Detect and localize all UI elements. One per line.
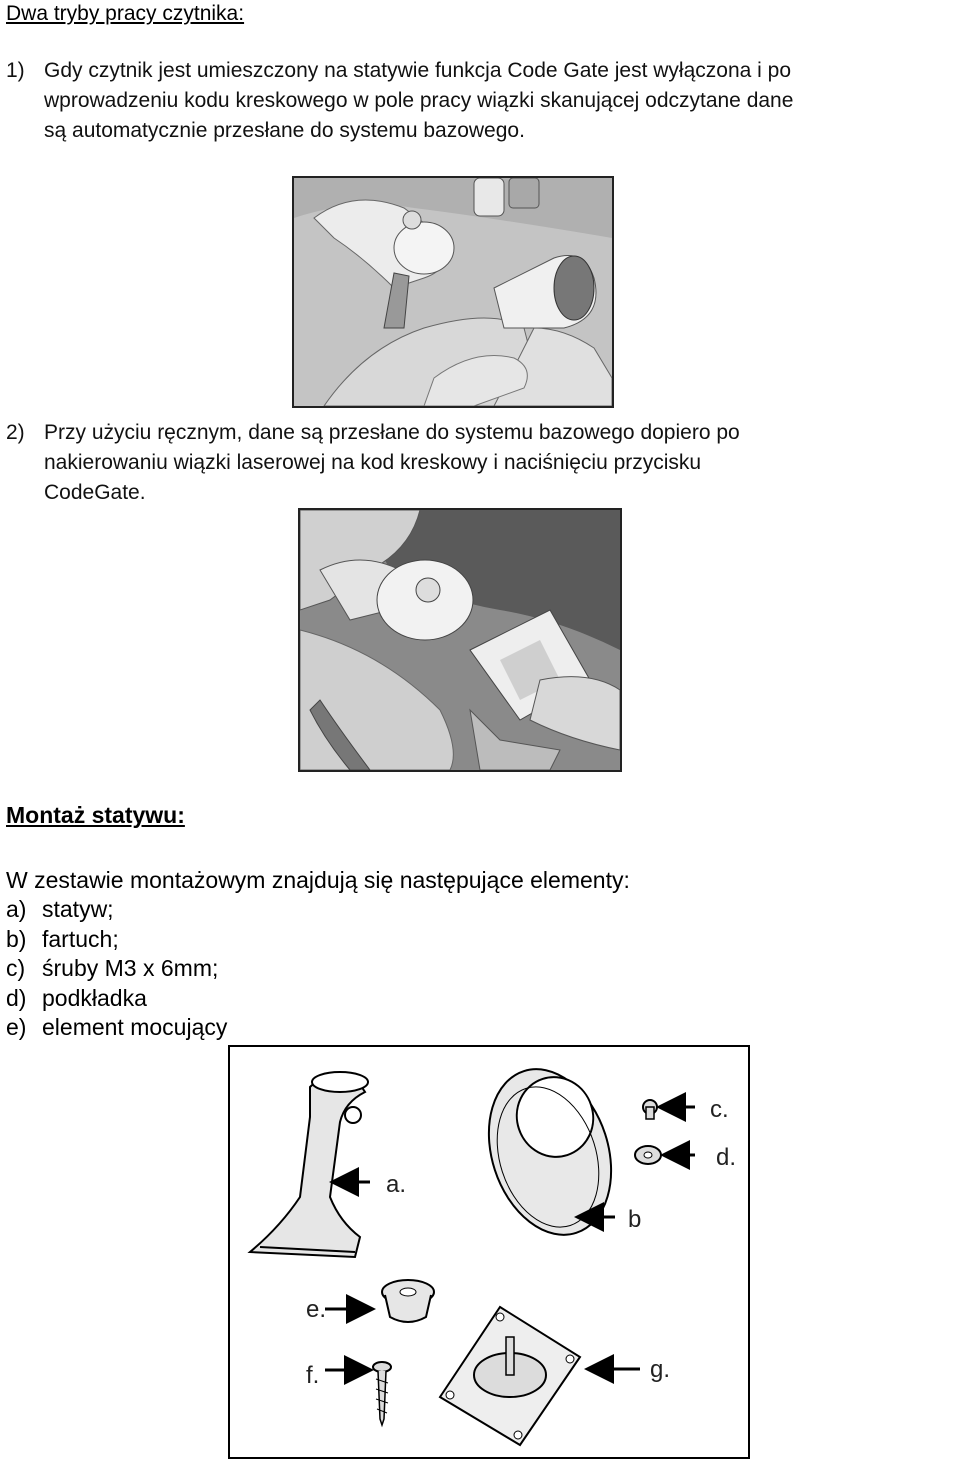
mode-1-number: 1)	[6, 59, 25, 82]
label-a: a.	[386, 1171, 407, 1198]
list-item-text: śruby M3 x 6mm;	[42, 955, 219, 981]
apron-part	[469, 1053, 632, 1251]
stand-part	[250, 1072, 368, 1257]
mode-1-line: są automatycznie przesłane do systemu bazowego.	[44, 119, 525, 142]
label-b: b	[628, 1206, 642, 1233]
mode-2-paragraph	[6, 418, 956, 508]
list-item-letter: c)	[6, 955, 26, 981]
washer-part	[635, 1146, 661, 1164]
list-item-letter: d)	[6, 984, 27, 1011]
list-item	[6, 895, 227, 925]
list-item-text: statyw;	[42, 896, 114, 922]
wood-screw-part	[373, 1362, 391, 1425]
mode-1-line: wprowadzeniu kodu kreskowego w pole pracy wiązki skanującej odczytane dane	[44, 89, 794, 112]
mode-2-line: Przy użyciu ręcznym, dane są przesłane do systemu bazowego dopiero po	[44, 421, 740, 444]
handheld-scanning-photo	[298, 508, 622, 772]
screw-part	[643, 1100, 657, 1119]
label-f: f.	[306, 1362, 320, 1389]
label-c: c.	[710, 1096, 729, 1123]
mode-2-number: 2)	[6, 421, 25, 444]
list-item	[6, 1013, 227, 1043]
handheld-scanning-illustration	[300, 510, 620, 770]
list-item-text: element mocujący	[42, 1014, 228, 1040]
list-item-text: fartuch;	[42, 925, 119, 952]
label-d: d.	[716, 1144, 737, 1171]
list-item-letter: b)	[6, 925, 27, 952]
scanner-on-stand-photo	[292, 176, 614, 408]
parts-diagram	[228, 1045, 750, 1459]
mode-2-line: CodeGate.	[44, 481, 146, 504]
mount-items-list	[6, 895, 227, 1043]
list-item	[6, 954, 227, 984]
mode-2-line: nakierowaniu wiązki laserowej na kod kreskowy i naciśnięciu przycisku	[44, 451, 702, 474]
mount-intro: W zestawie montażowym znajdują się następujące elementy:	[6, 867, 630, 893]
scanner-on-stand-illustration	[294, 178, 612, 406]
mount-section-title: Montaż statywu:	[6, 802, 185, 828]
label-e: e.	[306, 1296, 327, 1323]
list-item	[6, 984, 227, 1014]
mode-1-paragraph	[6, 56, 956, 146]
mounting-element-part	[382, 1280, 434, 1322]
list-item-text: podkładka	[42, 984, 147, 1011]
base-plate-part	[440, 1307, 580, 1445]
list-item	[6, 925, 227, 955]
list-item-letter: a)	[6, 896, 27, 922]
label-g: g.	[650, 1356, 671, 1383]
modes-heading: Dwa tryby pracy czytnika:	[6, 2, 245, 25]
mode-1-line: Gdy czytnik jest umieszczony na statywie funkcja Code Gate jest wyłączona i po	[44, 59, 791, 82]
list-item-letter: e)	[6, 1014, 27, 1040]
parts-diagram-svg	[230, 1047, 748, 1457]
